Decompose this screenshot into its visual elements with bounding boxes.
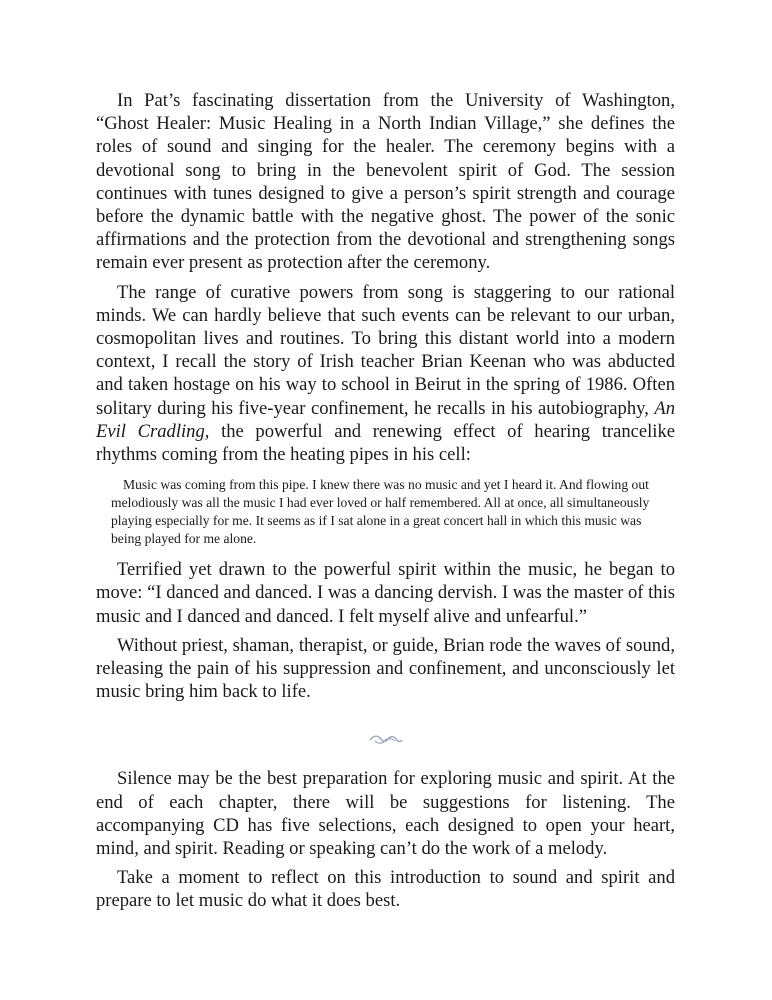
paragraph-dancing-dervish: Terrified yet drawn to the powerful spirit within the music, he began to move: “I danced and danced. I was a dancing dervish. I was the master of this music and I danced and danced. I felt myself alive and unfearful.” [96,559,675,627]
section-divider [96,725,675,755]
block-quote: Music was coming from this pipe. I knew there was no music and yet I heard it. And flowing out melodiously was all the music I had ever loved or half remembered. All at once, all simultaneously playing especially for me. It seems as if I sat alone in a great concert hall in which this music was being played for me alone. [111,477,650,547]
book-title: An Evil Cradling [96,397,675,442]
paragraph-silence: Silence may be the best preparation for exploring music and spirit. At the end of each chapter, there will be suggestions for listening. The accompanying CD has five selections, each designed to open your heart, mind, and spirit. Reading or speaking can’t do the work of a melody. [96,768,675,860]
paragraph-curative-powers-text: The range of curative powers from song is staggering to our rational minds. We can hardly believe that such events can be relevant to our urban, cosmopolitan lives and routines. To bring this distant world into a modern context, I recall the story of Irish teacher Brian Keenan who was abducted and taken hostage on his way to school in Beirut in the spring of 1986. Often solitary during his five-year confinement, he recalls in his autobiography, [96,281,675,419]
paragraph-curative-powers-end: , the powerful and renewing effect of hearing trancelike rhythms coming from the heating pipes in his cell: [96,420,676,466]
paragraph-ghost-healer: In Pat’s fascinating dissertation from the University of Washington, “Ghost Healer: Music Healing in a North Indian Village,” she defines the roles of sound and singing for the healer. The ceremony begins with a devotional song to bring in the benevolent spirit of God. The session continues with tunes designed to give a person’s spirit strength and courage before the dynamic battle with the negative ghost. The power of the sonic affirmations and the protection from the devotional and strengthening songs remain ever present as protection after the ceremony. [96,90,675,274]
paragraph-reflect: Take a moment to reflect on this introduction to sound and spirit and prepare to let music do what it does best. [96,867,675,912]
flourish-ornament-icon [369,734,403,746]
page-body [96,89,675,913]
paragraph-brian-rode-waves: Without priest, shaman, therapist, or guide, Brian rode the waves of sound, releasing the pain of his suppression and confinement, and unconsciously let music bring him back to life. [96,634,675,703]
paragraph-curative-powers [96,281,675,467]
